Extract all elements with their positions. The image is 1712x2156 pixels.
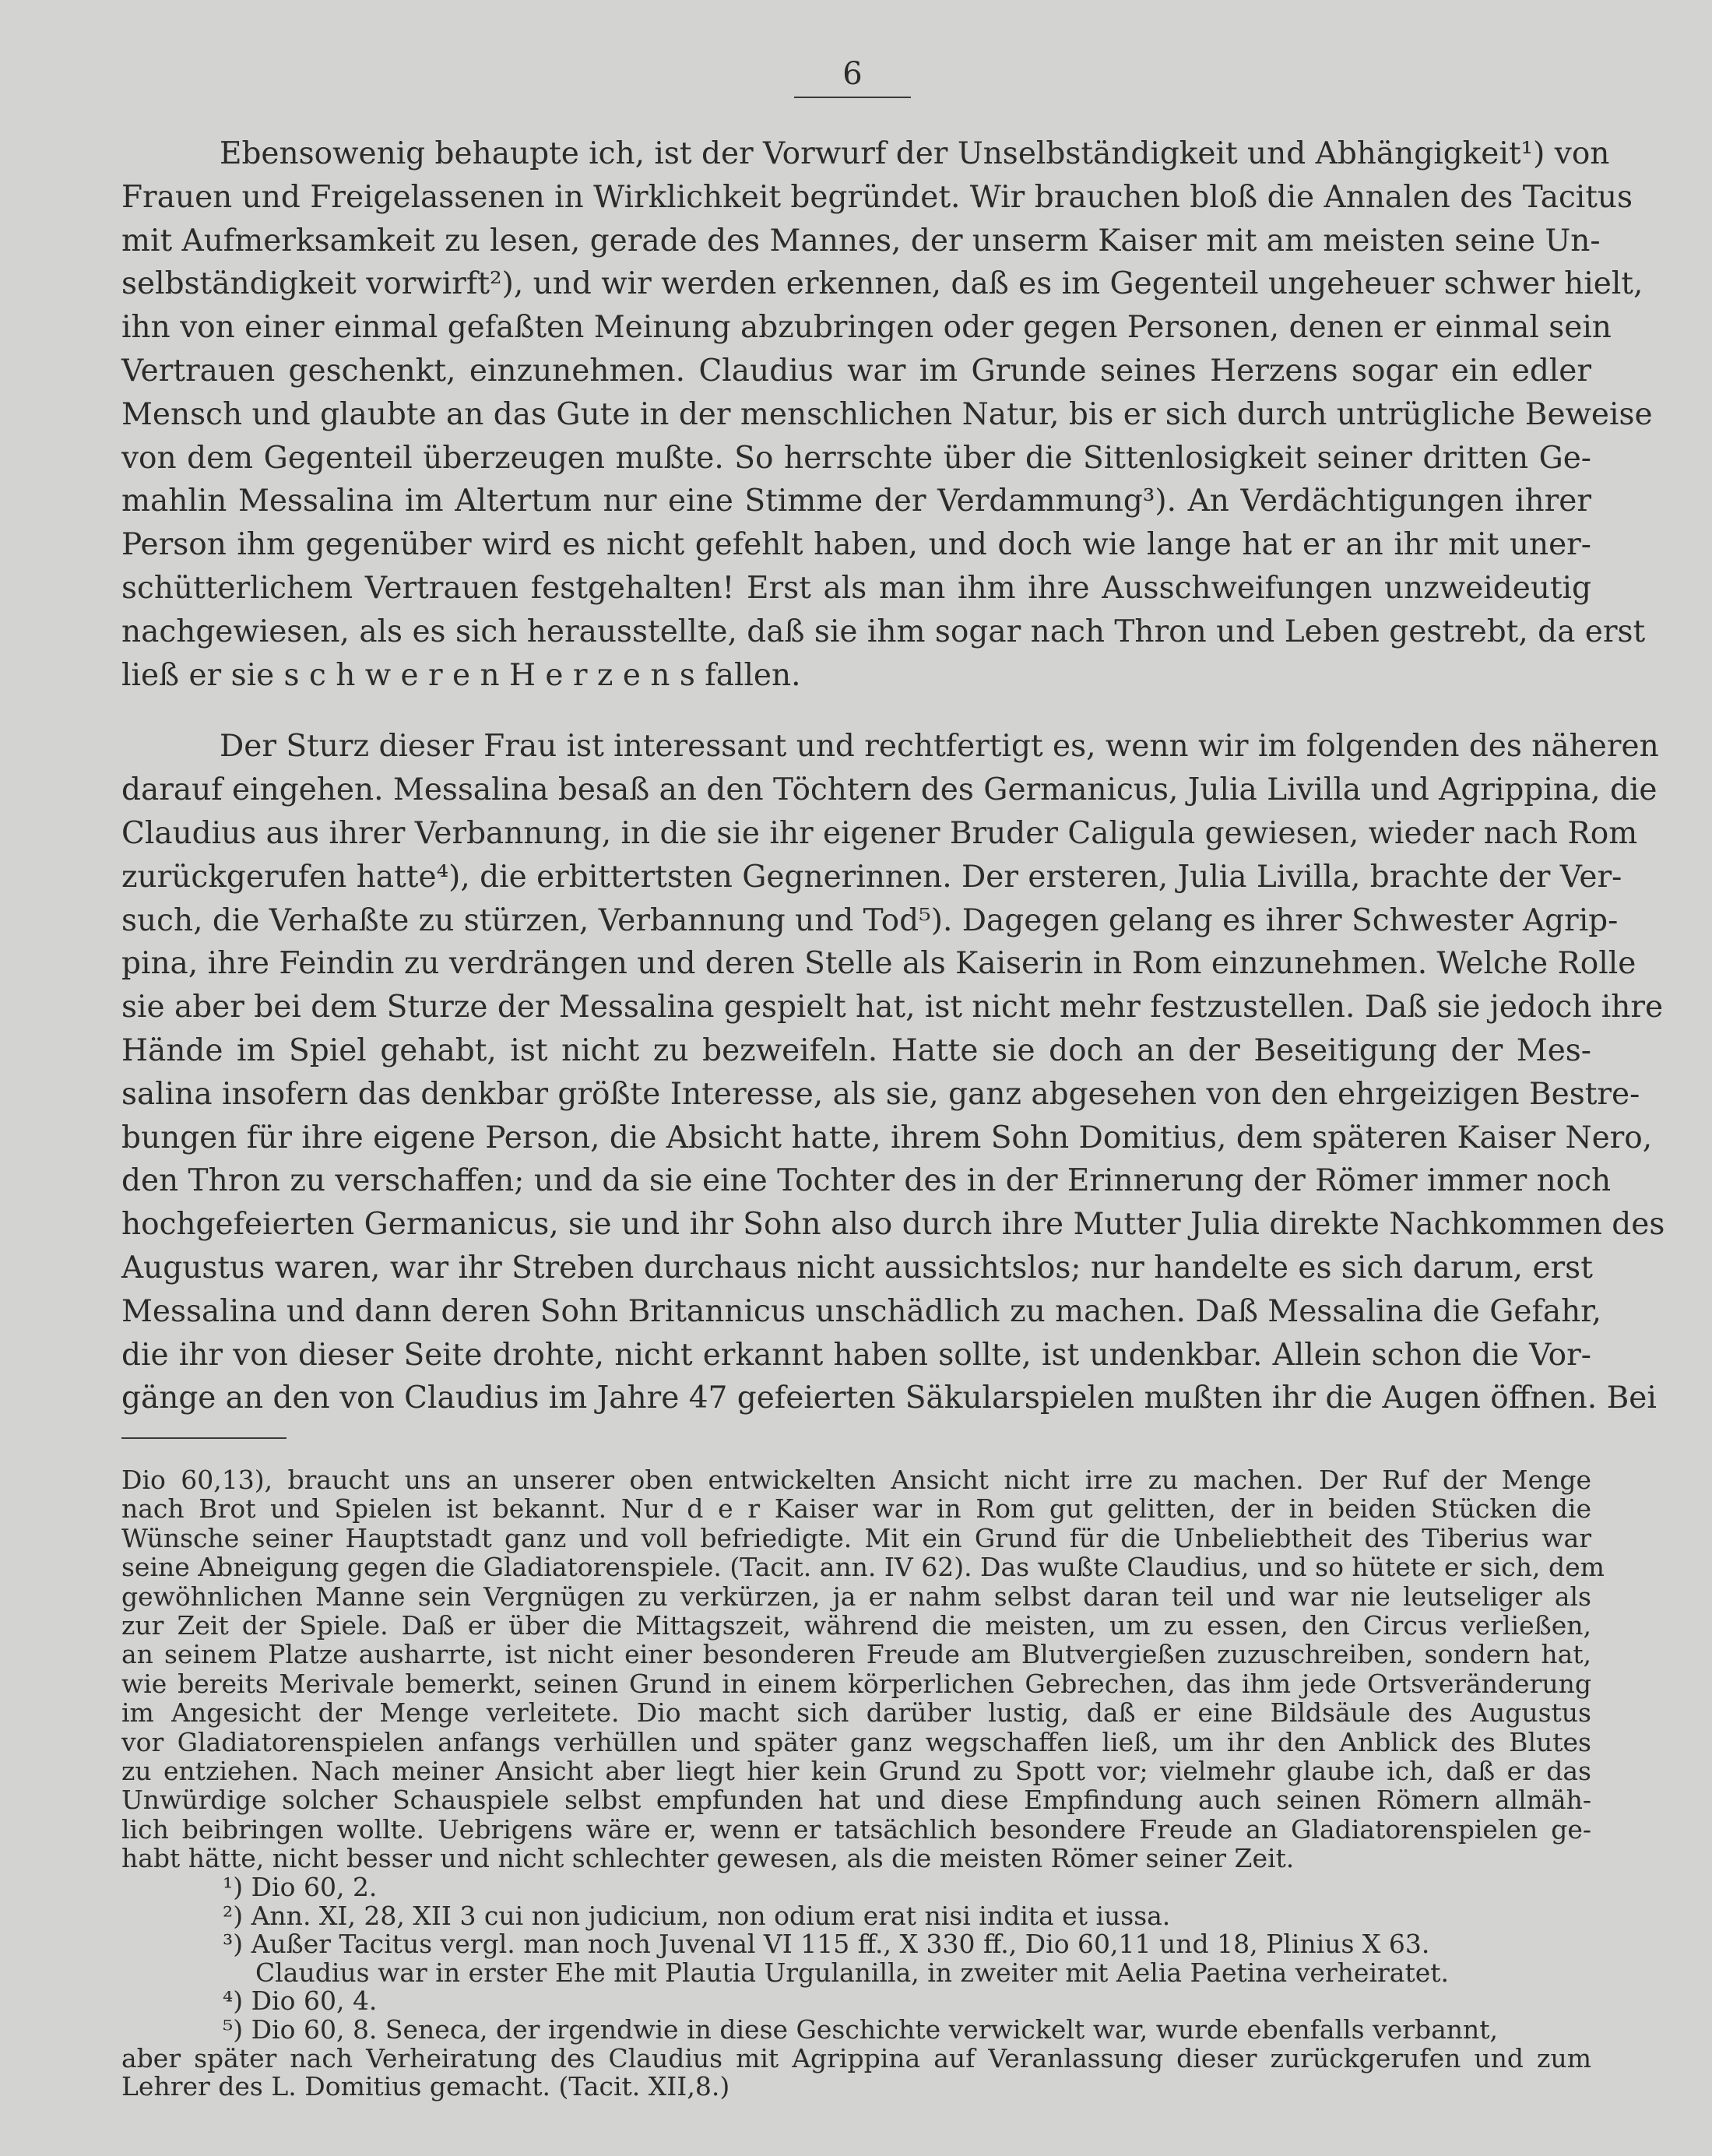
- text-line: zurückgerufen hatte⁴), die erbittertsten Gegnerinnen. Der ersteren, Julia Livilla, brachte der Ver-: [121, 859, 1622, 895]
- text-line: Lehrer des L. Domitius gemacht. (Tacit. XII,8.): [121, 2071, 730, 2102]
- footnote-continuation: [121, 1465, 1605, 1874]
- text-line: nachgewiesen, als es sich herausstellte, daß sie ihm sogar nach Thron und Leben gestrebt, da erst: [121, 614, 1646, 649]
- text-line: mit Aufmerksamkeit zu lesen, gerade des Mannes, der unserm Kaiser mit am meisten seine Un-: [121, 223, 1601, 259]
- text-line: den Thron zu verschaffen; und da sie eine Tochter des in der Erinnerung der Römer immer noch: [121, 1163, 1612, 1199]
- main-text: [121, 132, 1665, 1420]
- footnote-text: Dio 60, 2.: [243, 1872, 378, 1902]
- text-line: vor Gladiatorenspielen anfangs verhüllen und später ganz wegschaffen ließ, um ihr den Anblick des Blutes: [121, 1726, 1591, 1757]
- footnote-item: [121, 1902, 1591, 1931]
- text-line: schütterlichem Vertrauen festgehalten! Erst als man ihm ihre Ausschweifungen unzweideutig: [121, 570, 1591, 606]
- footnote-marker: ³): [223, 1929, 244, 1960]
- footnote-marker: ²): [223, 1900, 244, 1931]
- text-line: such, die Verhaßte zu stürzen, Verbannung und Tod⁵). Dagegen gelang es ihrer Schwester Agrip-: [121, 902, 1619, 938]
- text-line: Ebensowenig behaupte ich, ist der Vorwurf der Unselbständigkeit und Abhängigkeit¹) von: [220, 136, 1610, 171]
- footnote-text: Ann. XI, 28, XII 3 cui non judicium, non odium erat nisi indita et iussa.: [243, 1900, 1171, 1931]
- footnote-rule: [121, 1437, 287, 1439]
- text-line: ließ er sie s c h w e r e n H e r z e n s fallen.: [121, 657, 801, 693]
- footnotes: [121, 1873, 1591, 2101]
- text-line: bungen für ihre eigene Person, die Absicht hatte, ihrem Sohn Domitius, dem späteren Kaiser Nero,: [121, 1120, 1653, 1155]
- footnote-item: [121, 1987, 1591, 2016]
- text-line: Vertrauen geschenkt, einzunehmen. Claudius war im Grunde seines Herzens sogar ein edler: [121, 353, 1591, 389]
- text-line: Claudius aus ihrer Verbannung, in die sie ihr eigener Bruder Caligula gewiesen, wieder nach Rom: [121, 815, 1638, 851]
- footnote-text: Außer Tacitus vergl. man noch Juvenal VI 115 ff., X 330 ff., Dio 60,11 und 18, Plinius X 63.: [243, 1929, 1430, 1960]
- footnote-text: Dio 60, 4.: [243, 1985, 378, 2017]
- text-line: ihn von einer einmal gefaßten Meinung abzubringen oder gegen Personen, denen er einmal sein: [121, 310, 1612, 346]
- text-line: Augustus waren, war ihr Streben durchaus nicht aussichtslos; nur handelte es sich darum, erst: [121, 1250, 1593, 1286]
- text-line: hochgefeierten Germanicus, sie und ihr Sohn also durch ihre Mutter Julia direkte Nachkommen des: [121, 1207, 1665, 1243]
- paragraph-1: [121, 132, 1653, 697]
- paragraph-gap: [121, 697, 1591, 725]
- text-line: gänge an den von Claudius im Jahre 47 gefeierten Säkularspielen mußten ihr die Augen öffnen. Bei: [121, 1380, 1657, 1416]
- text-line: Wünsche seiner Hauptstadt ganz und voll befriedigte. Mit ein Grund für die Unbeliebtheit des Tiberius war: [121, 1522, 1591, 1553]
- footnote-text: Dio 60, 8. Seneca, der irgendwie in diese Geschichte verwickelt war, wurde ebenfalls verbannt,: [243, 2014, 1499, 2045]
- footnote-marker: ⁵): [223, 2014, 244, 2045]
- text-line: habt hätte, nicht besser und nicht schlechter gewesen, als die meisten Römer seiner Zeit.: [121, 1843, 1295, 1874]
- text-line: Mensch und glaubte an das Gute in der menschlichen Natur, bis er sich durch untrügliche Beweise: [121, 396, 1653, 432]
- text-line: zu entziehen. Nach meiner Ansicht aber liegt hier kein Grund zu Spott vor; vielmehr glaube ich, daß er das: [121, 1755, 1591, 1786]
- text-line: Person ihm gegenüber wird es nicht gefehlt haben, und doch wie lange hat er an ihr mit uner-: [121, 527, 1591, 563]
- page-number: 6: [842, 56, 863, 92]
- paragraph-2: [121, 725, 1665, 1420]
- text-line: Claudius war in erster Ehe mit Plautia Urgulanilla, in zweiter mit Aelia Paetina verheiratet.: [255, 1957, 1449, 1988]
- footnote-item: [121, 1930, 1591, 1959]
- text-line: Messalina und dann deren Sohn Britannicus unschädlich zu machen. Daß Messalina die Gefahr,: [121, 1293, 1602, 1329]
- text-line: zur Zeit der Spiele. Daß er über die Mittagszeit, während die meisten, um zu essen, den Circus verließen,: [121, 1609, 1591, 1641]
- text-line: Der Sturz dieser Frau ist interessant und rechtfertigt es, wenn wir im folgenden des näheren: [220, 729, 1659, 765]
- footnote-item: [121, 2016, 1591, 2045]
- text-line: Hände im Spiel gehabt, ist nicht zu bezweifeln. Hatte sie doch an der Beseitigung der Mes-: [121, 1032, 1591, 1068]
- footnote-marker: ⁴): [223, 1985, 244, 2017]
- text-line: lich beibringen wollte. Uebrigens wäre er, wenn er tatsächlich besondere Freude an Gladiatorenspielen ge-: [121, 1813, 1591, 1845]
- text-line: salina insofern das denkbar größte Interesse, als sie, ganz abgesehen von den ehrgeizigen Bestre-: [121, 1076, 1640, 1112]
- text-line: mahlin Messalina im Altertum nur eine Stimme der Verdammung³). An Verdächtigungen ihrer: [121, 484, 1591, 519]
- text-line: Frauen und Freigelassenen in Wirklichkeit begründet. Wir brauchen bloß die Annalen des Tacitus: [121, 179, 1633, 215]
- text-line: Dio 60,13), braucht uns an unserer oben entwickelten Ansicht nicht irre zu machen. Der Ruf der Menge: [121, 1465, 1591, 1495]
- text-line: darauf eingehen. Messalina besaß an den Töchtern des Germanicus, Julia Livilla und Agrippina, die: [121, 772, 1658, 808]
- text-line: seine Abneigung gegen die Gladiatorenspiele. (Tacit. ann. IV 62). Das wußte Claudius, und so hütete er sich, dem: [121, 1552, 1605, 1583]
- footnote-item: [121, 1873, 1591, 1902]
- footnote-marker: ¹): [223, 1872, 244, 1902]
- text-line: Unwürdige solcher Schauspiele selbst empfunden hat und diese Empfindung auch seinen Römern allmäh-: [121, 1785, 1591, 1816]
- text-line: pina, ihre Feindin zu verdrängen und deren Stelle als Kaiserin in Rom einzunehmen. Welche Rolle: [121, 946, 1636, 982]
- text-line: nach Brot und Spielen ist bekannt. Nur d e r Kaiser war in Rom gut gelitten, der in beiden Stücken die: [121, 1493, 1591, 1525]
- text-line: sie aber bei dem Sturze der Messalina gespielt hat, ist nicht mehr festzustellen. Daß sie jedoch ihre: [121, 990, 1664, 1025]
- text-line: von dem Gegenteil überzeugen mußte. So herrschte über die Sittenlosigkeit seiner dritten Ge-: [121, 440, 1591, 476]
- text-line: die ihr von dieser Seite drohte, nicht erkannt haben sollte, ist undenkbar. Allein schon die Vor-: [121, 1337, 1591, 1373]
- page-number-rule: [794, 97, 911, 98]
- text-line: aber später nach Verheiratung des Claudius mit Agrippina auf Veranlassung dieser zurückgerufen und zum: [121, 2042, 1591, 2073]
- text-line: an seinem Platze ausharrte, ist nicht einer besonderen Freude am Blutvergießen zuzuschreiben, sondern hat,: [121, 1639, 1591, 1670]
- text-line: wie bereits Merivale bemerkt, seinen Grund in einem körperlichen Gebrechen, das ihm jede Ortsveränderung: [121, 1668, 1591, 1699]
- text-line: selbständigkeit vorwirft²), und wir werden erkennen, daß es im Gegenteil ungeheuer schwer hielt,: [121, 266, 1643, 302]
- text-line: gewöhnlichen Manne sein Vergnügen zu verkürzen, ja er nahm selbst daran teil und war nie leutseliger als: [121, 1581, 1591, 1612]
- text-line: im Angesicht der Menge verleitete. Dio macht sich darüber lustig, daß er eine Bildsäule des Augustus: [121, 1697, 1591, 1729]
